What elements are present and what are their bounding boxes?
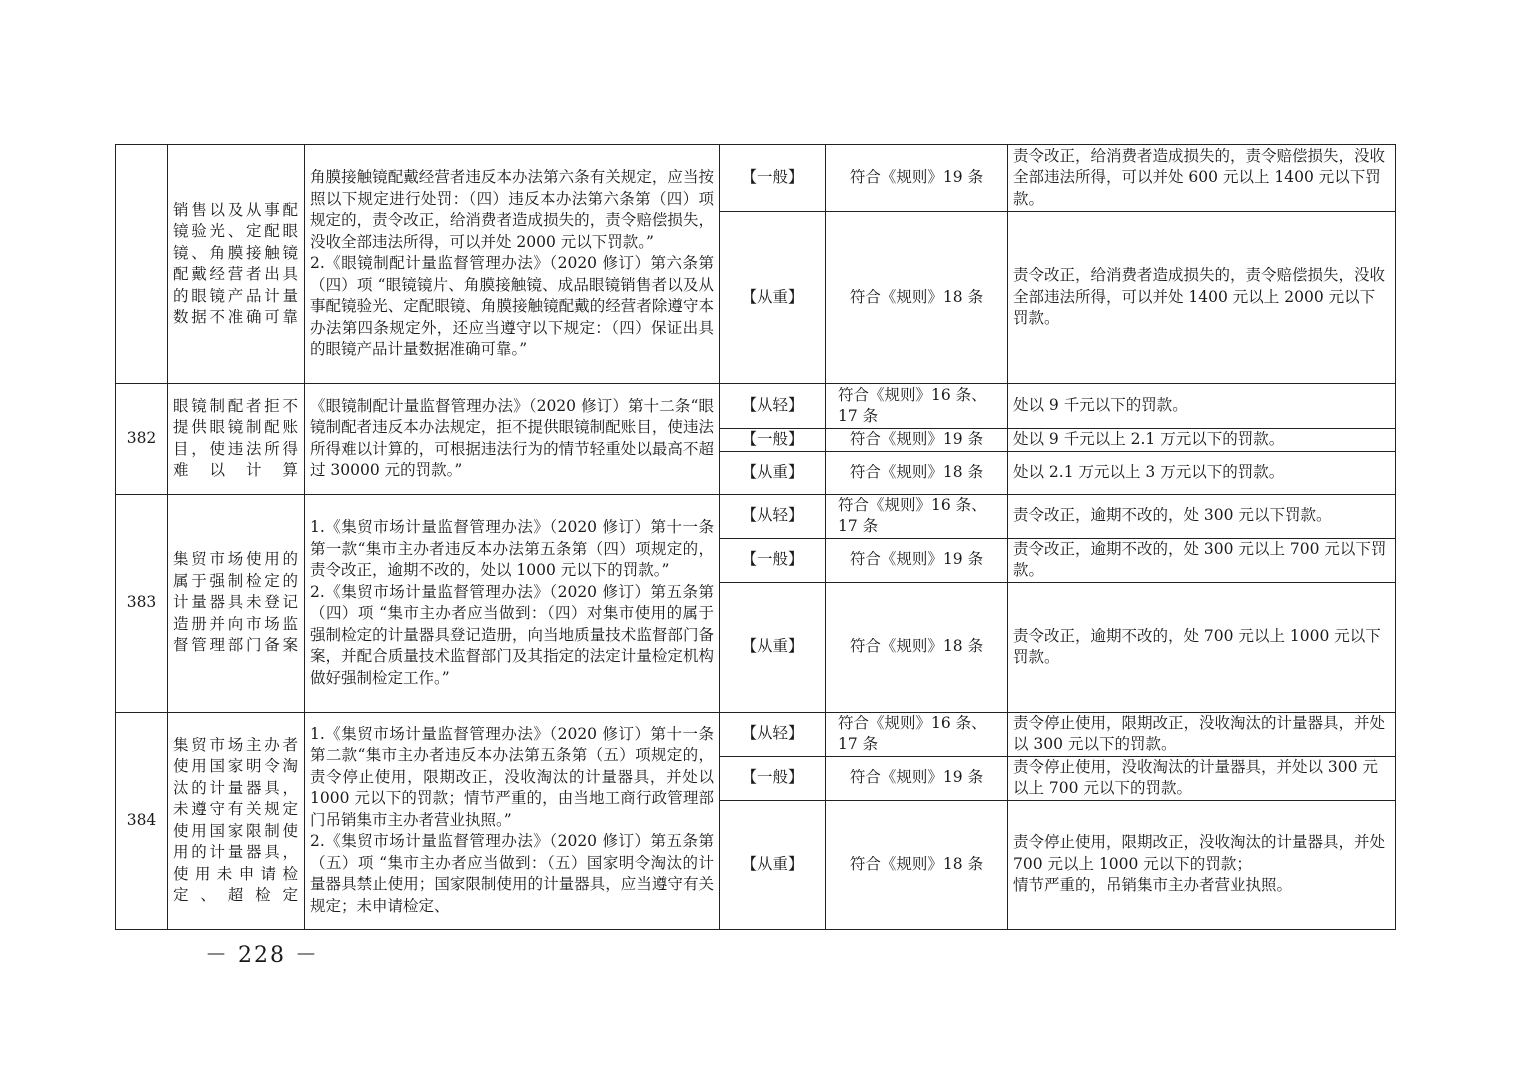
applicable-standard: 符合《规则》19 条 [826,538,1008,582]
legal-basis: 角膜接触镜配戴经营者违反本办法第六条有关规定，应当按照以下规定进行处罚：（四）违反本办法第六条第（四）项规定的，责令改正，给消费者造成损失的，责令赔偿损失，没收全部违法所得，可以并处 2000 元以下罚款。” 2.《眼镜制配计量监督管理办法》（2020 修订）第六条第（四）项 “眼镜镜片、角膜接触镜、成品眼镜销售者以及从事配镜验光、定配眼镜、角膜接触镜配戴的经营者除遵守本办法第四条规定外，还应当遵守以下规定：（四）保证出具的眼镜产品计量数据准确可靠。” [305,145,720,384]
table-row [116,712,1396,756]
table-row [116,145,1396,212]
penalty-standard: 责令改正，逾期不改的，处 700 元以上 1000 元以下罚款。 [1008,582,1396,712]
penalty-standard: 责令改正，逾期不改的，处 300 元以上 700 元以下罚款。 [1008,538,1396,582]
discretion-level: 【一般】 [720,145,826,212]
penalty-standard: 处以 2.1 万元以上 3 万元以下的罚款。 [1008,451,1396,494]
discretion-level: 【从重】 [720,212,826,384]
applicable-standard: 符合《规则》19 条 [826,145,1008,212]
row-number: 382 [116,384,168,495]
discretion-level: 【从轻】 [720,712,826,756]
legal-basis: 1.《集贸市场计量监督管理办法》（2020 修订）第十一条第一款“集市主办者违反本办法第五条第（四）项规定的，责令改正，逾期不改的，处以 1000 元以下的罚款。” 2.《集贸市场计量监督管理办法》（2020 修订）第五条第（四）项 “集市主办者应当做到：（四）对集市使用的属于强制检定的计量器具登记造册，向当地质量技术监督部门备案，并配合质量技术监督部门及其指定的法定计量检定机构做好强制检定工作。” [305,494,720,712]
applicable-standard: 符合《规则》16 条、17 条 [826,384,1008,429]
penalty-standard: 处以 9 千元以上 2.1 万元以下的罚款。 [1008,429,1396,452]
applicable-standard: 符合《规则》18 条 [826,582,1008,712]
discretion-level: 【从轻】 [720,384,826,429]
penalty-standard: 责令停止使用，限期改正，没收淘汰的计量器具，并处 700 元以上 1000 元以下的罚款； 情节严重的，吊销集市主办者营业执照。 [1008,800,1396,929]
penalty-standard: 责令改正，逾期不改的，处 300 元以下罚款。 [1008,494,1396,538]
row-number: 384 [116,712,168,929]
violation-item: 眼镜制配者拒不提供眼镜制配账目，使违法所得难以计算 [168,384,305,495]
violation-item: 集贸市场主办者使用国家明令淘汰的计量器具，未遵守有关规定使用国家限制使用的计量器具，使用未申请检定、超检定 [168,712,305,929]
applicable-standard: 符合《规则》19 条 [826,429,1008,452]
discretion-level: 【从重】 [720,582,826,712]
applicable-standard: 符合《规则》19 条 [826,756,1008,800]
table-row [116,384,1396,429]
penalty-standard: 责令改正，给消费者造成损失的，责令赔偿损失，没收全部违法所得，可以并处 600 元以上 1400 元以下罚款。 [1008,145,1396,212]
penalty-standard: 责令停止使用，限期改正，没收淘汰的计量器具，并处以 300 元以下的罚款。 [1008,712,1396,756]
legal-basis: 《眼镜制配计量监督管理办法》（2020 修订）第十二条“眼镜制配者违反本办法规定，拒不提供眼镜制配账目，使违法所得难以计算的，可根据违法行为的情节轻重处以最高不超过 30000 元的罚款。” [305,384,720,495]
discretion-level: 【从重】 [720,800,826,929]
penalty-standard: 责令停止使用，没收淘汰的计量器具，并处以 300 元以上 700 元以下的罚款。 [1008,756,1396,800]
penalty-standard: 处以 9 千元以下的罚款。 [1008,384,1396,429]
applicable-standard: 符合《规则》18 条 [826,800,1008,929]
applicable-standard: 符合《规则》18 条 [826,451,1008,494]
discretion-level: 【从重】 [720,451,826,494]
table-row [116,494,1396,538]
applicable-standard: 符合《规则》16 条、17 条 [826,712,1008,756]
discretion-level: 【从轻】 [720,494,826,538]
penalty-standard: 责令改正，给消费者造成损失的，责令赔偿损失，没收全部违法所得，可以并处 1400 元以上 2000 元以下罚款。 [1008,212,1396,384]
discretion-level: 【一般】 [720,538,826,582]
discretion-level: 【一般】 [720,756,826,800]
discretion-level: 【一般】 [720,429,826,452]
violation-item: 销售以及从事配镜验光、定配眼镜、角膜接触镜配戴经营者出具的眼镜产品计量数据不准确可靠 [168,145,305,384]
penalty-discretion-table [115,144,1396,930]
applicable-standard: 符合《规则》18 条 [826,212,1008,384]
violation-item: 集贸市场使用的属于强制检定的计量器具未登记造册并向市场监督管理部门备案 [168,494,305,712]
legal-basis: 1.《集贸市场计量监督管理办法》（2020 修订）第十一条第二款“集市主办者违反本办法第五条第（五）项规定的，责令停止使用，限期改正，没收淘汰的计量器具，并处以 1000 元以下的罚款；情节严重的，由当地工商行政管理部门吊销集市主办者营业执照。” 2.《集贸市场计量监督管理办法》（2020 修订）第五条第（五）项 “集市主办者应当做到：（五）国家明令淘汰的计量器具禁止使用；国家限制使用的计量器具，应当遵守有关规定；未申请检定、 [305,712,720,929]
applicable-standard: 符合《规则》16 条、17 条 [826,494,1008,538]
row-number: 383 [116,494,168,712]
page-number: － 228 － [205,943,319,968]
row-number [116,145,168,384]
